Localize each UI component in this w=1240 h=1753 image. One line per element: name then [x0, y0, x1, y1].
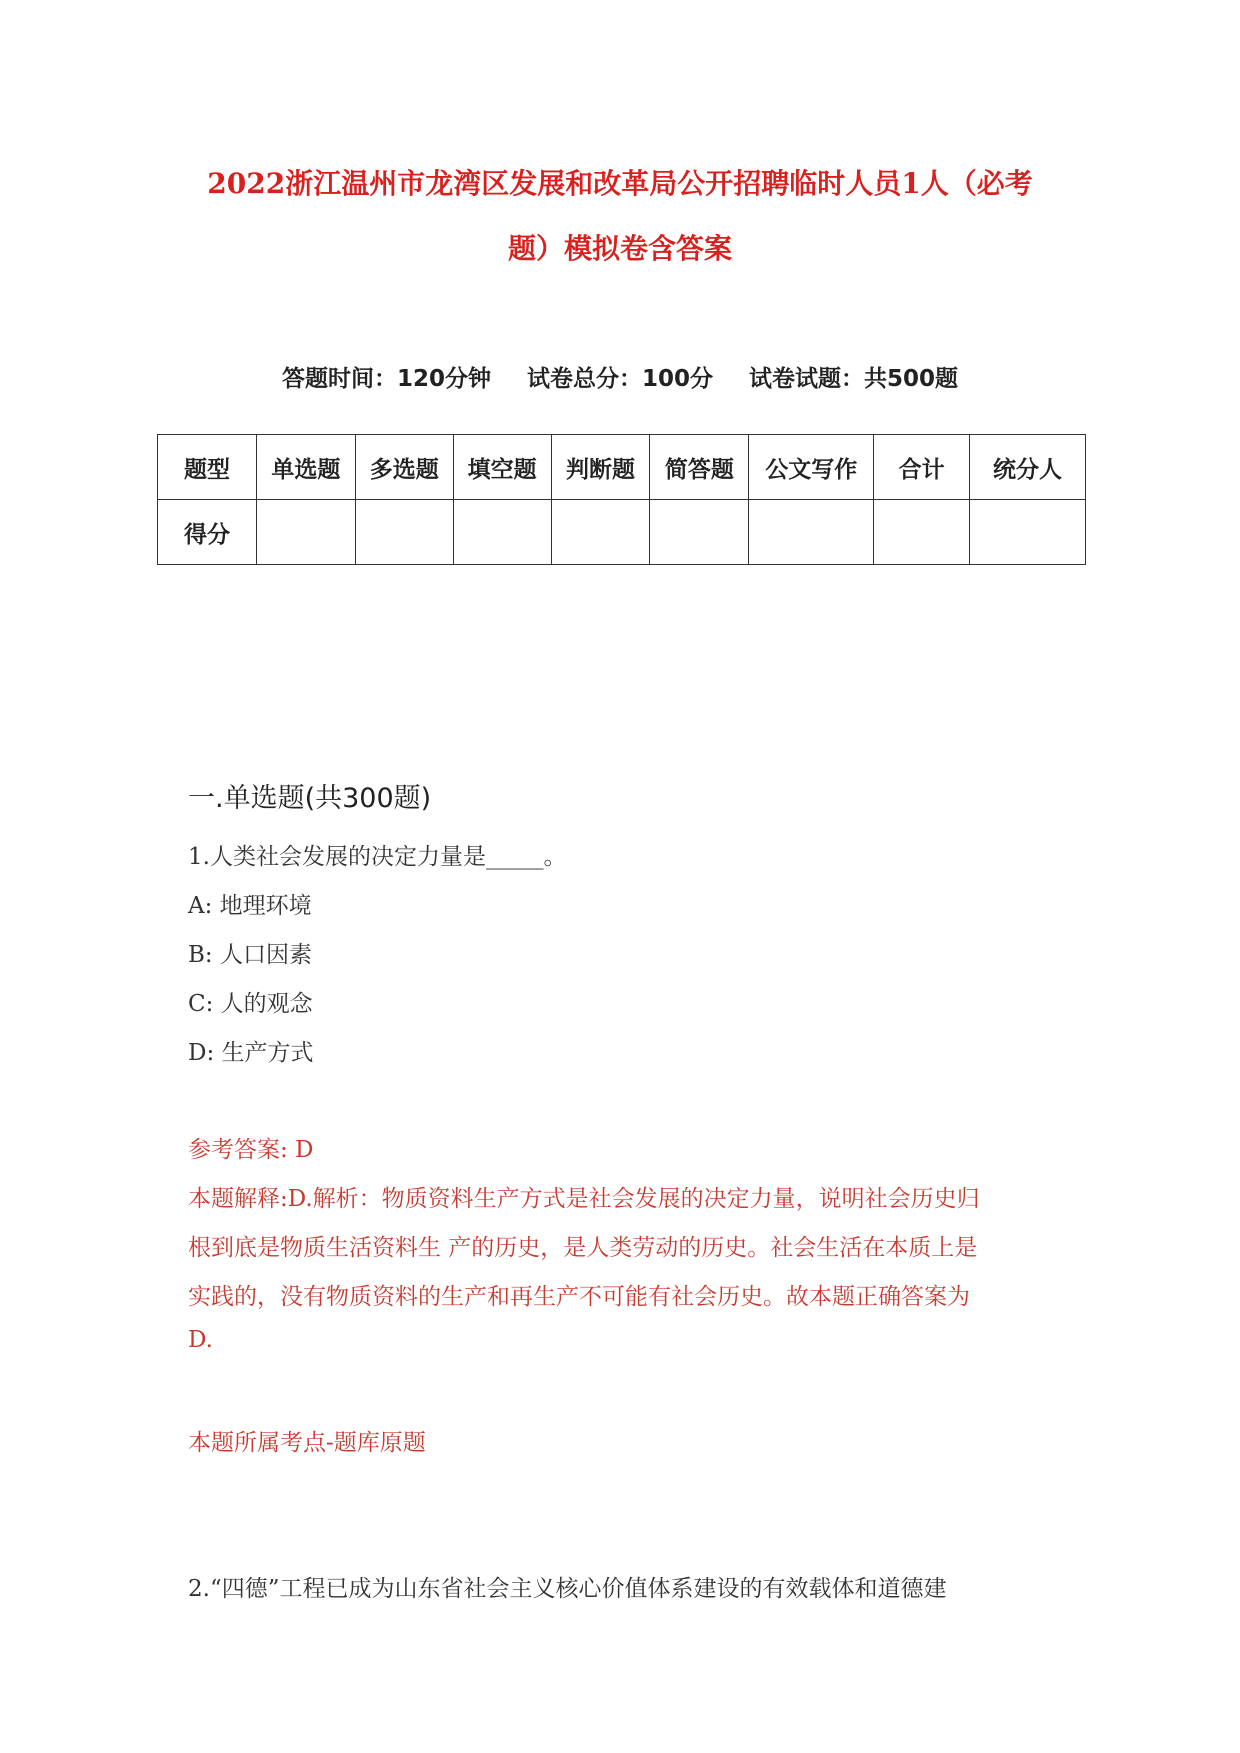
explanation-line: 根到底是物质生活资料生 产的历史，是人类劳动的历史。社会生活在本质上是: [188, 1235, 978, 1261]
score-cell: [256, 500, 355, 565]
document-title-line-2: 题）模拟卷含答案: [507, 232, 732, 265]
score-table-header-cell: 简答题: [650, 435, 749, 500]
question-option-b: B: 人口因素: [188, 942, 312, 968]
score-cell: [749, 500, 874, 565]
section-heading: 一.单选题(共300题): [188, 783, 432, 814]
question-option-a: A: 地理环境: [188, 893, 312, 919]
score-table-header-cell: 合计: [874, 435, 970, 500]
score-cell: [970, 500, 1086, 565]
question-option-d: D: 生产方式: [188, 1040, 314, 1066]
score-cell: [453, 500, 551, 565]
exam-time: 答题时间：120分钟: [281, 366, 491, 392]
score-table-header-cell: 多选题: [355, 435, 453, 500]
score-table-header-cell: 单选题: [256, 435, 355, 500]
score-cell: [551, 500, 650, 565]
score-table-header-cell: 填空题: [453, 435, 551, 500]
document-title-line-1: 2022浙江温州市龙湾区发展和改革局公开招聘临时人员1人（必考: [207, 167, 1033, 200]
score-cell: [650, 500, 749, 565]
score-table-header-cell: 题型: [158, 435, 257, 500]
score-table-header-row: [158, 435, 1086, 500]
score-table-row-label: 得分: [158, 500, 257, 565]
question-option-c: C: 人的观念: [188, 991, 313, 1017]
exam-total-score: 试卷总分：100分: [526, 366, 713, 392]
score-table-header-cell: 公文写作: [749, 435, 874, 500]
exam-info: [150, 360, 1090, 393]
score-cell: [874, 500, 970, 565]
score-table-header-cell: 判断题: [551, 435, 650, 500]
score-cell: [355, 500, 453, 565]
exam-question-count: 试卷试题：共500题: [749, 366, 959, 392]
question-stem: 1.人类社会发展的决定力量是_____。: [188, 844, 567, 870]
score-table: [157, 434, 1086, 565]
score-table-header-cell: 统分人: [970, 435, 1086, 500]
explanation-line: 实践的，没有物质资料的生产和再生产不可能有社会历史。故本题正确答案为: [188, 1284, 970, 1310]
score-table-score-row: [158, 500, 1086, 565]
explanation-line: 本题解释:D.解析：物质资料生产方式是社会发展的决定力量，说明社会历史归: [188, 1186, 980, 1212]
reference-answer: 参考答案: D: [188, 1137, 314, 1163]
knowledge-point: 本题所属考点-题库原题: [188, 1430, 426, 1456]
explanation-line: D.: [188, 1327, 213, 1353]
question-stem: 2.“四德”工程已成为山东省社会主义核心价值体系建设的有效载体和道德建: [188, 1576, 947, 1602]
